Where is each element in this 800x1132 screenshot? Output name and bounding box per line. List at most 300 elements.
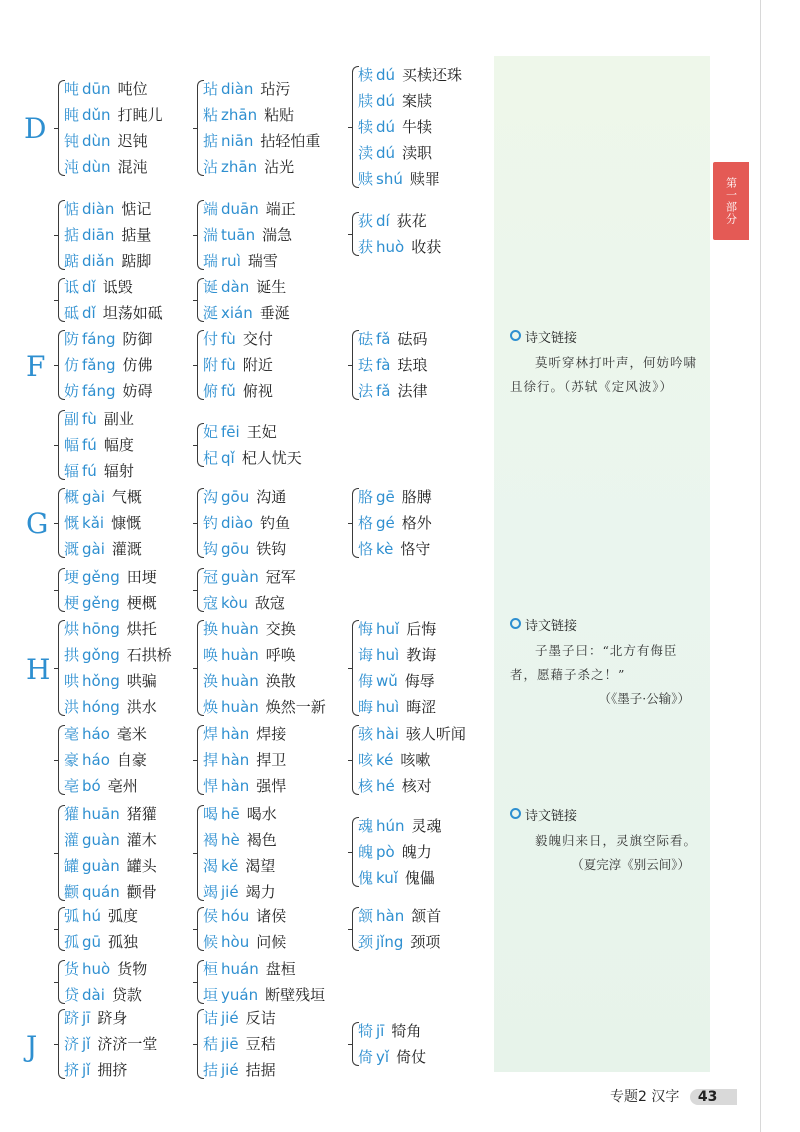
character: 洪 [64, 698, 80, 716]
brace-icon [58, 80, 65, 176]
example-word: 诋毁 [102, 278, 133, 296]
example-word: 弧度 [108, 907, 139, 925]
pinyin: guàn [82, 857, 120, 875]
char-entry [58, 248, 151, 274]
character: 换 [203, 620, 219, 638]
example-word: 打盹儿 [117, 106, 163, 124]
character: 仿 [64, 356, 80, 374]
example-word: 坦荡如砥 [102, 304, 163, 322]
pinyin: gěng [82, 568, 120, 586]
pinyin: hàn [221, 725, 250, 743]
character: 诋 [64, 278, 80, 296]
example-word: 问候 [256, 933, 287, 951]
char-entry [197, 248, 296, 274]
poem-link-1 [510, 327, 700, 399]
poem-link-3 [510, 805, 700, 877]
char-group [58, 564, 157, 616]
char-entry [352, 773, 466, 799]
page-footer [610, 1086, 737, 1106]
example-word: 俯视 [242, 382, 273, 400]
char-entry [58, 510, 142, 536]
brace-icon [352, 620, 359, 716]
character: 魄 [358, 843, 374, 861]
pinyin: shú [376, 170, 403, 188]
char-entry [352, 484, 432, 510]
pinyin: guàn [82, 831, 120, 849]
char-entry [197, 773, 286, 799]
pinyin: huàn [221, 698, 259, 716]
character: 咳 [358, 751, 374, 769]
character: 副 [64, 410, 80, 428]
char-group [352, 616, 436, 720]
pinyin: diàn [221, 80, 254, 98]
example-word: 哄骗 [126, 672, 157, 690]
pinyin: fú [82, 436, 97, 454]
character: 晦 [358, 698, 374, 716]
pinyin: yuán [221, 986, 259, 1004]
pinyin: hé [376, 777, 395, 795]
pinyin: hóng [82, 698, 120, 716]
pinyin: fǔ [221, 382, 236, 400]
character: 荻 [358, 212, 374, 230]
character: 赎 [358, 170, 374, 188]
character: 珐 [358, 356, 374, 374]
pinyin: fù [82, 410, 97, 428]
example-word: 洪水 [126, 698, 157, 716]
pinyin: hè [221, 831, 240, 849]
section-letter-g: G [26, 507, 49, 540]
char-entry [58, 458, 134, 484]
poem-title: 诗文链接 [525, 331, 578, 346]
char-entry [197, 1031, 276, 1057]
example-word: 拈轻怕重 [260, 132, 321, 150]
character: 慨 [64, 514, 80, 532]
character: 唤 [203, 646, 219, 664]
char-group [197, 564, 296, 616]
pinyin: huàn [221, 620, 259, 638]
pinyin: gěng [82, 594, 120, 612]
example-word: 掂量 [121, 226, 152, 244]
char-entry [352, 839, 442, 865]
example-word: 颔首 [411, 907, 442, 925]
character: 诞 [203, 278, 219, 296]
example-word: 货物 [117, 960, 148, 978]
char-group [58, 1005, 157, 1083]
char-entry [352, 668, 436, 694]
character: 埂 [64, 568, 80, 586]
pinyin: jī [376, 1022, 385, 1040]
example-word: 惦记 [121, 200, 152, 218]
example-word: 颧骨 [126, 883, 157, 901]
character: 货 [64, 960, 80, 978]
brace-icon [197, 330, 204, 400]
character: 幅 [64, 436, 80, 454]
pinyin: dūn [82, 80, 111, 98]
pinyin: huì [376, 698, 400, 716]
character: 渎 [358, 144, 374, 162]
pinyin: gōu [221, 540, 250, 558]
character: 颔 [358, 907, 374, 925]
char-entry [197, 274, 290, 300]
character: 倚 [358, 1048, 374, 1066]
char-entry [352, 536, 432, 562]
char-entry [58, 300, 163, 326]
poem-source: （夏完淳《别云间》） [571, 857, 690, 872]
pinyin: diǎn [82, 252, 115, 270]
example-word: 拥挤 [97, 1061, 128, 1079]
example-word: 迟钝 [117, 132, 148, 150]
brace-icon [58, 960, 65, 1004]
character: 附 [203, 356, 219, 374]
example-word: 颈项 [410, 933, 441, 951]
example-word: 犄角 [391, 1022, 422, 1040]
character: 悍 [203, 777, 219, 795]
brace-icon [58, 200, 65, 270]
char-entry [58, 536, 142, 562]
pinyin: hǒng [82, 672, 120, 690]
example-word: 罐头 [126, 857, 157, 875]
example-word: 收获 [411, 238, 442, 256]
pinyin: jī [82, 1009, 91, 1027]
pinyin: jǐ [82, 1061, 91, 1079]
character: 惦 [64, 200, 80, 218]
char-entry [197, 102, 320, 128]
pinyin: diào [221, 514, 254, 532]
char-entry [58, 1057, 157, 1083]
char-entry [58, 642, 172, 668]
character: 犄 [358, 1022, 374, 1040]
character: 骇 [358, 725, 374, 743]
pinyin: kè [376, 540, 394, 558]
brace-icon [197, 80, 204, 176]
char-entry [197, 154, 320, 180]
char-group [58, 274, 163, 326]
example-word: 魄力 [401, 843, 432, 861]
char-group [197, 956, 325, 1008]
char-group [352, 484, 432, 562]
character: 吨 [64, 80, 80, 98]
character: 付 [203, 330, 219, 348]
char-entry [58, 378, 153, 404]
example-word: 孤独 [108, 933, 139, 951]
character: 魂 [358, 817, 374, 835]
brace-icon [197, 960, 204, 1004]
pinyin: huì [376, 646, 400, 664]
char-group [352, 721, 466, 799]
brace-icon [352, 1022, 359, 1066]
brace-icon [58, 278, 65, 322]
example-word: 端正 [265, 200, 296, 218]
char-entry [352, 903, 441, 929]
char-group [197, 326, 273, 404]
pinyin: dùn [82, 158, 111, 176]
example-word: 济济一堂 [97, 1035, 158, 1053]
pinyin: kǎi [82, 514, 105, 532]
char-entry [352, 929, 441, 955]
character: 焕 [203, 698, 219, 716]
character: 拮 [203, 1061, 219, 1079]
example-word: 气概 [111, 488, 142, 506]
example-word: 附近 [242, 356, 273, 374]
char-group [352, 813, 442, 891]
pinyin: jiē [221, 1035, 239, 1053]
example-word: 自豪 [116, 751, 147, 769]
pinyin: gài [82, 488, 105, 506]
char-entry [58, 274, 163, 300]
pinyin: dú [376, 92, 396, 110]
char-group [58, 956, 147, 1008]
character: 砝 [358, 330, 374, 348]
brace-icon [197, 1009, 204, 1079]
example-word: 焊接 [256, 725, 287, 743]
char-group [352, 903, 441, 955]
character: 玷 [203, 80, 219, 98]
character: 济 [64, 1035, 80, 1053]
char-entry [352, 865, 442, 891]
char-entry [352, 88, 462, 114]
side-panel [494, 56, 710, 1072]
character: 弧 [64, 907, 80, 925]
char-group [352, 62, 462, 192]
char-entry [197, 196, 296, 222]
pinyin: huán [221, 960, 259, 978]
pinyin: quán [82, 883, 120, 901]
character: 豪 [64, 751, 80, 769]
example-word: 恪守 [400, 540, 431, 558]
character: 妃 [203, 423, 219, 441]
pinyin: fú [82, 462, 97, 480]
example-word: 豆秸 [245, 1035, 276, 1053]
example-word: 跻身 [97, 1009, 128, 1027]
pinyin: dùn [82, 132, 111, 150]
pinyin: jié [221, 883, 239, 901]
example-word: 傀儡 [404, 869, 435, 887]
char-entry [58, 326, 153, 352]
pinyin: fáng [82, 330, 116, 348]
example-word: 咳嗽 [400, 751, 431, 769]
char-entry [58, 956, 147, 982]
brace-icon [197, 200, 204, 270]
char-group [197, 196, 296, 274]
char-group [58, 76, 163, 180]
example-word: 妨碍 [122, 382, 153, 400]
pinyin: guàn [221, 568, 259, 586]
char-entry [197, 929, 286, 955]
char-entry [58, 879, 157, 905]
example-word: 混沌 [117, 158, 148, 176]
pinyin: kuǐ [376, 869, 398, 887]
brace-icon [197, 568, 204, 612]
character: 俯 [203, 382, 219, 400]
character: 罐 [64, 857, 80, 875]
pinyin: dàn [221, 278, 250, 296]
char-entry [352, 1044, 426, 1070]
example-word: 倚仗 [396, 1048, 427, 1066]
char-entry [58, 128, 163, 154]
char-entry [352, 140, 462, 166]
char-entry [197, 801, 277, 827]
pinyin: ruì [221, 252, 241, 270]
example-word: 竭力 [245, 883, 276, 901]
char-group [352, 326, 428, 404]
char-entry [197, 222, 296, 248]
section-letter-h: H [26, 653, 51, 686]
character: 寇 [203, 594, 219, 612]
character: 端 [203, 200, 219, 218]
char-entry [352, 114, 462, 140]
example-word: 湍急 [262, 226, 293, 244]
char-entry [58, 773, 147, 799]
character: 跻 [64, 1009, 80, 1027]
example-word: 沟通 [256, 488, 287, 506]
pinyin: kòu [221, 594, 248, 612]
char-group [58, 903, 138, 955]
pinyin: fáng [82, 382, 116, 400]
example-word: 涣散 [265, 672, 296, 690]
brace-icon [197, 805, 204, 901]
char-entry [58, 694, 172, 720]
character: 孤 [64, 933, 80, 951]
pinyin: dí [376, 212, 390, 230]
pinyin: ké [376, 751, 394, 769]
example-word: 梗概 [126, 594, 157, 612]
bullet-icon [510, 618, 521, 629]
pinyin: qǐ [221, 449, 235, 467]
example-word: 荻花 [396, 212, 427, 230]
poem-title: 诗文链接 [525, 619, 578, 634]
pinyin: gé [376, 514, 395, 532]
character: 砥 [64, 304, 80, 322]
pinyin: hóu [221, 907, 250, 925]
char-entry [58, 747, 147, 773]
char-entry [58, 1005, 157, 1031]
example-word: 后悔 [406, 620, 437, 638]
character: 梗 [64, 594, 80, 612]
example-word: 瑞雪 [247, 252, 278, 270]
character: 核 [358, 777, 374, 795]
character: 桓 [203, 960, 219, 978]
character: 獾 [64, 805, 80, 823]
example-word: 渎职 [402, 144, 433, 162]
char-entry [58, 616, 172, 642]
char-entry [352, 747, 466, 773]
pinyin: diān [82, 226, 115, 244]
char-group [197, 274, 290, 326]
page-number: 43 [690, 1089, 737, 1105]
example-word: 渴望 [245, 857, 276, 875]
pinyin: jǐ [82, 1035, 91, 1053]
pinyin: fù [221, 356, 236, 374]
char-entry [352, 234, 441, 260]
section-letter-f: F [26, 350, 46, 383]
example-word: 买椟还珠 [402, 66, 463, 84]
pinyin: huǐ [376, 620, 400, 638]
char-entry [58, 929, 138, 955]
char-entry [58, 668, 172, 694]
pinyin: jǐng [376, 933, 404, 951]
pinyin: huàn [221, 646, 259, 664]
char-group [352, 208, 441, 260]
example-word: 玷污 [260, 80, 291, 98]
char-group [58, 326, 153, 404]
example-word: 粘贴 [264, 106, 295, 124]
pinyin: fù [221, 330, 236, 348]
pinyin: bó [82, 777, 101, 795]
character: 概 [64, 488, 80, 506]
character: 盹 [64, 106, 80, 124]
char-group [58, 406, 134, 484]
character: 侮 [358, 672, 374, 690]
char-entry [352, 813, 442, 839]
char-entry [58, 1031, 157, 1057]
char-entry [58, 827, 157, 853]
example-word: 烘托 [126, 620, 157, 638]
pinyin: hē [221, 805, 240, 823]
brace-icon [352, 212, 359, 256]
pinyin: jié [221, 1061, 239, 1079]
char-entry [197, 326, 273, 352]
example-word: 砝码 [397, 330, 428, 348]
char-entry [197, 879, 277, 905]
char-entry [352, 326, 428, 352]
char-entry [197, 510, 290, 536]
brace-icon [197, 620, 204, 716]
pinyin: gōu [221, 488, 250, 506]
char-entry [58, 903, 138, 929]
character: 贷 [64, 986, 80, 1004]
example-word: 骇人听闻 [405, 725, 466, 743]
pinyin: pò [376, 843, 395, 861]
char-entry [197, 827, 277, 853]
example-word: 辐射 [103, 462, 134, 480]
poem-link-2 [510, 615, 700, 711]
example-word: 灌木 [126, 831, 157, 849]
example-word: 牛犊 [402, 118, 433, 136]
example-word: 王妃 [246, 423, 277, 441]
character: 傀 [358, 869, 374, 887]
character: 辐 [64, 462, 80, 480]
char-entry [58, 432, 134, 458]
character: 胳 [358, 488, 374, 506]
poem-body: 子墨子曰：“北方有侮臣者，愿藉子杀之！” [510, 643, 678, 682]
char-entry [352, 378, 428, 404]
char-entry [352, 1018, 426, 1044]
example-word: 杞人忧天 [241, 449, 302, 467]
character: 钝 [64, 132, 80, 150]
char-entry [197, 128, 320, 154]
character: 灌 [64, 831, 80, 849]
character: 掂 [64, 226, 80, 244]
char-group [197, 721, 286, 799]
character: 涎 [203, 304, 219, 322]
character: 焊 [203, 725, 219, 743]
char-entry [197, 378, 273, 404]
example-word: 交付 [242, 330, 273, 348]
char-entry [197, 1005, 276, 1031]
char-entry [197, 590, 296, 616]
poem-source: （《墨子·公输》） [598, 691, 690, 706]
char-entry [197, 484, 290, 510]
char-entry [352, 694, 436, 720]
char-entry [58, 853, 157, 879]
character: 获 [358, 238, 374, 256]
pinyin: hài [376, 725, 399, 743]
character: 亳 [64, 777, 80, 795]
example-word: 毫米 [116, 725, 147, 743]
pinyin: dú [376, 118, 396, 136]
character: 犊 [358, 118, 374, 136]
character: 诲 [358, 646, 374, 664]
